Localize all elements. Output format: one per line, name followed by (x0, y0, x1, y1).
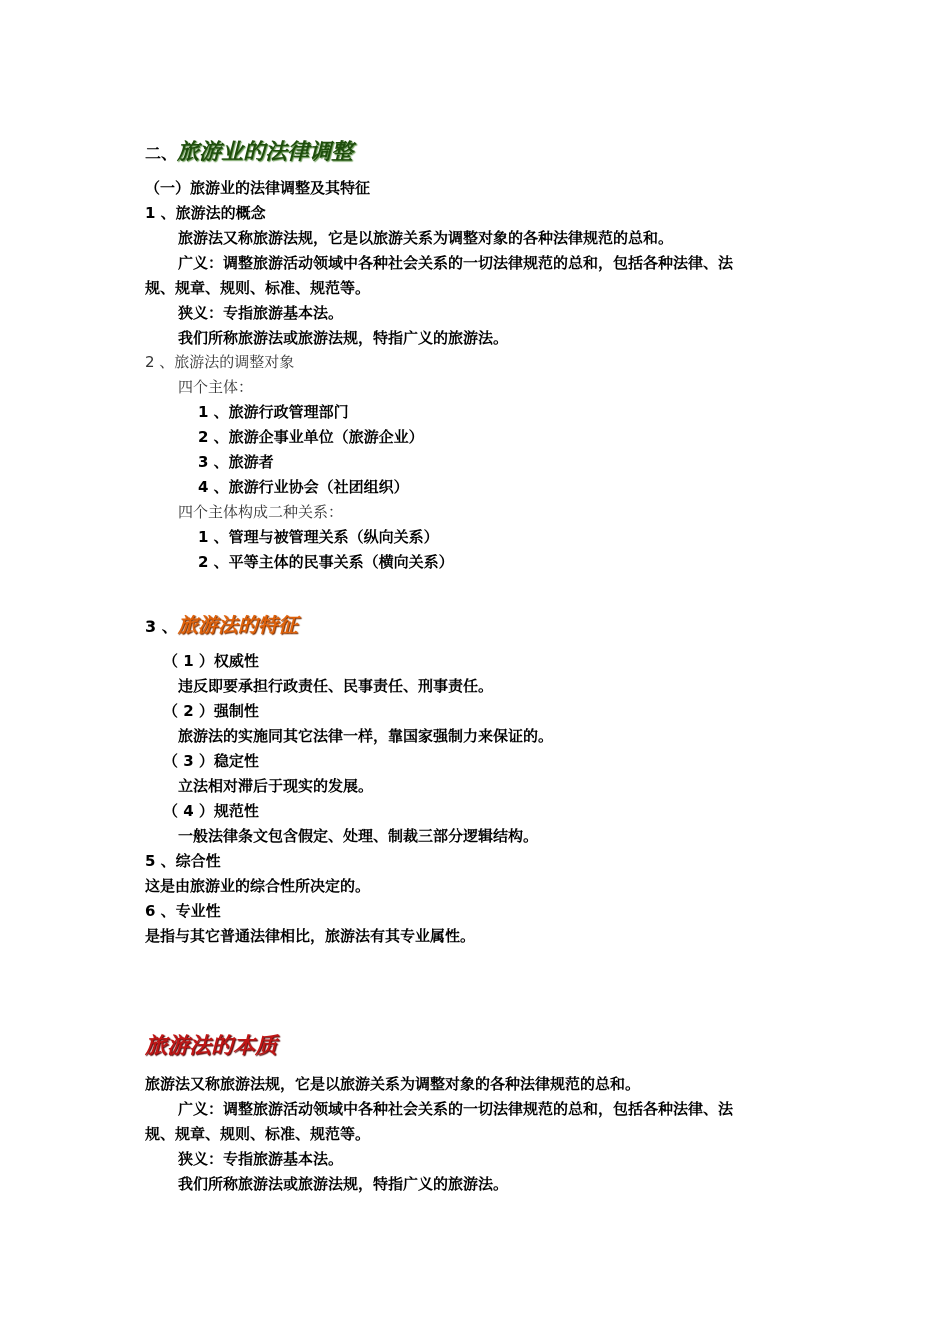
list-item: 1 、旅游行政管理部门 (198, 403, 349, 421)
feature-desc: 立法相对滞后于现实的发展。 (178, 777, 374, 795)
p1-heading: 1 、旅游法的概念 (145, 204, 266, 222)
p2-heading: 2 、旅游法的调整对象 (145, 353, 295, 371)
p1-line1: 旅游法又称旅游法规，它是以旅游关系为调整对象的各种法律规范的总和。 (178, 229, 674, 247)
p2-subjects-label: 四个主体： (178, 378, 254, 396)
list-item: 2 、平等主体的民事关系（横向关系） (198, 553, 454, 571)
feature-desc: 一般法律条文包含假定、处理、制裁三部分逻辑结构。 (178, 827, 539, 845)
item5-desc: 这是由旅游业的综合性所决定的。 (145, 877, 371, 895)
section4-title: 旅游法的本质 (145, 1033, 278, 1059)
p1-line2a: 广义：调整旅游活动领域中各种社会关系的一切法律规范的总和，包括各种法律、法 (178, 254, 734, 272)
feature-label: （ 2 ）强制性 (163, 702, 259, 720)
s4-line2b: 规、规章、规则、标准、规范等。 (145, 1125, 371, 1143)
feature-desc: 旅游法的实施同其它法律一样，靠国家强制力来保证的。 (178, 727, 554, 745)
section3-title: 旅游法的特征 (177, 613, 298, 637)
s4-line2a: 广义：调整旅游活动领域中各种社会关系的一切法律规范的总和，包括各种法律、法 (178, 1100, 734, 1118)
section2-prefix: 二、 (145, 144, 178, 163)
section3-prefix: 3 、 (145, 617, 178, 636)
feature-label: （ 4 ）规范性 (163, 802, 259, 820)
feature-label: （ 3 ）稳定性 (163, 752, 259, 770)
p1-line3: 狭义：专指旅游基本法。 (178, 304, 344, 322)
section2-heading (145, 138, 353, 166)
p2-relations-label: 四个主体构成二种关系： (178, 503, 344, 521)
s4-line4: 我们所称旅游法或旅游法规，特指广义的旅游法。 (178, 1175, 509, 1193)
item6-desc: 是指与其它普通法律相比，旅游法有其专业属性。 (145, 927, 476, 945)
list-item: 2 、旅游企事业单位（旅游企业） (198, 428, 424, 446)
item6-heading: 6 、专业性 (145, 902, 221, 920)
section2-subheading: （一）旅游业的法律调整及其特征 (145, 179, 371, 197)
list-item: 4 、旅游行业协会（社团组织） (198, 478, 409, 496)
section3-heading (145, 612, 298, 638)
s4-line3: 狭义：专指旅游基本法。 (178, 1150, 344, 1168)
section4-heading (145, 1032, 277, 1060)
feature-desc: 违反即要承担行政责任、民事责任、刑事责任。 (178, 677, 494, 695)
p1-line4: 我们所称旅游法或旅游法规，特指广义的旅游法。 (178, 329, 509, 347)
p1-line2b: 规、规章、规则、标准、规范等。 (145, 279, 371, 297)
item5-heading: 5 、综合性 (145, 852, 221, 870)
feature-label: （ 1 ）权威性 (163, 652, 259, 670)
s4-line1: 旅游法又称旅游法规，它是以旅游关系为调整对象的各种法律规范的总和。 (145, 1075, 641, 1093)
list-item: 1 、管理与被管理关系（纵向关系） (198, 528, 439, 546)
list-item: 3 、旅游者 (198, 453, 274, 471)
section2-title: 旅游业的法律调整 (177, 139, 354, 165)
